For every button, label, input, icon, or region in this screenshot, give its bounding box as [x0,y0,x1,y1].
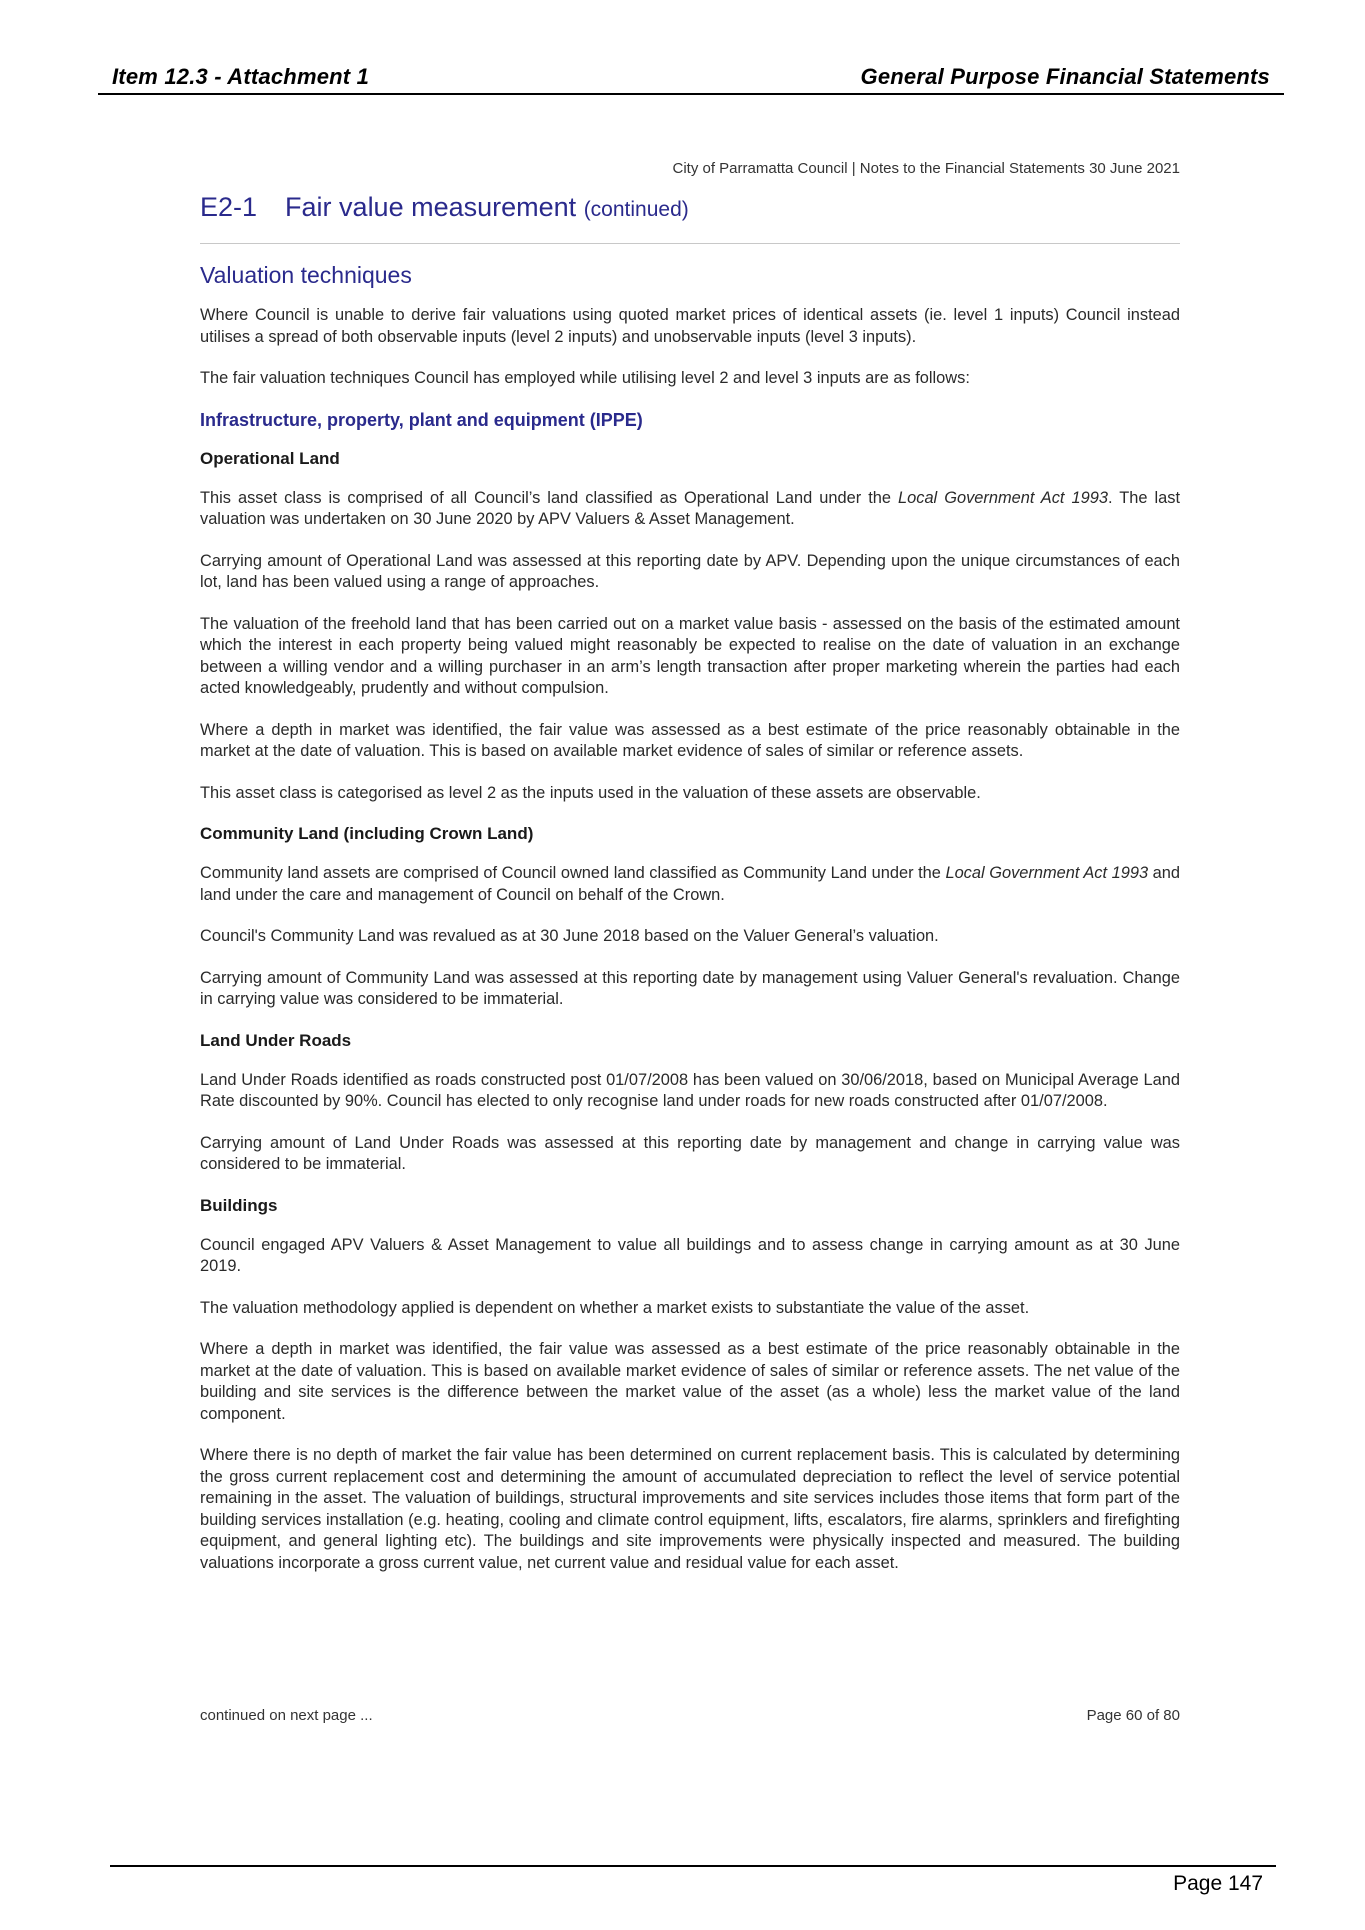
land-under-roads-heading: Land Under Roads [200,1030,352,1050]
section-title: Valuation techniques [200,262,412,288]
operational-land-paragraph-3: The valuation of the freehold land that has been carried out on a market value basis - assessed on the basis of the estimated amount which the interest in each property being valued might reasonably be expected to realise on the date of valuation in an exchange between a willing vendor and a willing purchaser in an arm’s length transaction after proper marketing wherein the parties had each acted knowledgeably, prudently and without compulsion. [200,614,1180,697]
text-run: This asset class is comprised of all Council’s land classified as Operational Land under the [200,488,899,507]
main-content [200,262,1180,1594]
attachment-header [98,60,1284,95]
operational-land-heading: Operational Land [200,448,340,468]
land-under-roads-paragraph-1: Land Under Roads identified as roads constructed post 01/07/2008 has been valued on 30/06/2018, based on Municipal Average Land Rate discounted by 90%. Council has elected to only recognise land under roads for new roads constructed after 01/07/2008. [200,1070,1180,1110]
operational-land-paragraph-2: Carrying amount of Operational Land was assessed at this reporting date by APV. Depending upon the unique circumstances of each lot, land has been valued using a range of approaches. [200,551,1180,591]
text-run: and land under the care and management of Council on behalf of the Crown. [200,864,1180,904]
attachment-label: Item 12.3 - Attachment 1 [112,64,370,89]
act-name: Local Government Act 1993 [898,488,1108,507]
note-number: E2-1 [200,192,258,222]
community-land-heading: Community Land (including Crown Land) [200,824,534,843]
text-run: Community land assets are comprised of Council owned land classified as Community Land under the [200,864,946,882]
page-title [200,192,1180,223]
land-under-roads-paragraph-2: Carrying amount of Land Under Roads was assessed at this reporting date by management and change in carrying value was considered to be immaterial. [200,1133,1180,1173]
page-number: Page 147 [1173,1872,1263,1895]
statement-type-label: General Purpose Financial Statements [860,64,1270,89]
document-page-count: Page 60 of 80 [1086,1707,1180,1724]
intro-paragraph-1: Where Council is unable to derive fair valuations using quoted market prices of identical assets (ie. level 1 inputs) Council instead utilises a spread of both observable inputs (level 2 inputs) and unobservable inputs (level 3 inputs). [200,306,1180,346]
note-title-text: Fair value measurement [285,192,577,222]
community-land-paragraph-3: Carrying amount of Community Land was assessed at this reporting date by management using Valuer General's revaluation. Change in carrying value was considered to be immaterial. [200,968,1180,1008]
community-land-paragraph-1 [200,863,1180,906]
intro-paragraph-2: The fair valuation techniques Council has employed while utilising level 2 and level 3 inputs are as follows: [200,369,970,387]
operational-land-paragraph-1 [200,488,1180,531]
subsection-title: Infrastructure, property, plant and equipment (IPPE) [200,409,643,430]
buildings-heading: Buildings [200,1195,278,1215]
community-land-paragraph-2: Council's Community Land was revalued as at 30 June 2018 based on the Valuer General’s valuation. [200,927,939,945]
text-run: . The last valuation was undertaken on 30 June 2020 by APV Valuers & Asset Management. [200,488,1181,528]
title-divider [200,243,1180,244]
buildings-paragraph-2: The valuation methodology applied is dependent on whether a market exists to substantiate the value of the asset. [200,1298,1030,1317]
operational-land-paragraph-4: Where a depth in market was identified, the fair value was assessed as a best estimate of the price reasonably obtainable in the market at the date of valuation. This is based on available market evidence of sales of similar or reference assets. [200,720,1180,760]
act-name: Local Government Act 1993 [945,864,1149,882]
continued-note: continued on next page ... [200,1707,373,1724]
operational-land-paragraph-5: This asset class is categorised as level 2 as the inputs used in the valuation of these assets are observable. [200,783,981,802]
note-title-suffix: (continued) [583,198,689,221]
footer-divider [110,1865,1276,1867]
buildings-paragraph-1: Council engaged APV Valuers & Asset Management to value all buildings and to assess change in carrying amount as at 30 June 2019. [200,1235,1180,1275]
document-running-header: City of Parramatta Council | Notes to the Financial Statements 30 June 2021 [672,160,1180,177]
buildings-paragraph-4: Where there is no depth of market the fair value has been determined on current replacement basis. This is calculated by determining the gross current replacement cost and determining the amount of accumulated depreciation to reflect the level of service potential remaining in the asset. The valuation of buildings, structural improvements and site services includes those items that form part of the building services installation (e.g. heating, cooling and climate control equipment, lifts, escalators, fire alarms, sprinklers and firefighting equipment, and general lighting etc). The buildings and site improvements were physically inspected and measured. The building valuations incorporate a gross current value, net current value and residual value for each asset. [200,1446,1180,1572]
buildings-paragraph-3: Where a depth in market was identified, the fair value was assessed as a best estimate of the price reasonably obtainable in the market at the date of valuation. This is based on available market evidence of sales of similar or reference assets. The net value of the building and site services is the difference between the market value of the asset (as a whole) less the market value of the land component. [200,1340,1180,1423]
